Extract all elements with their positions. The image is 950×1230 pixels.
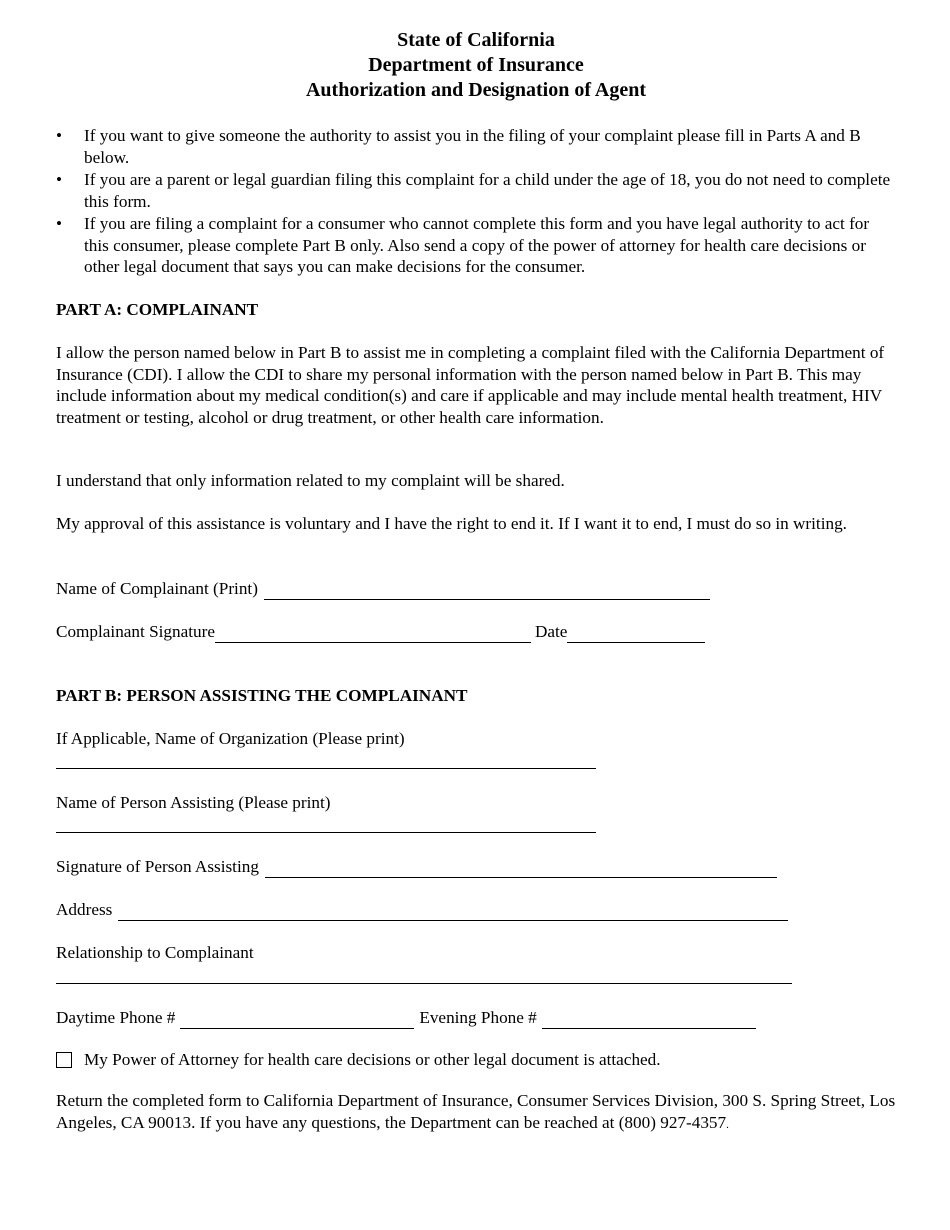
organization-name-field[interactable] (56, 768, 596, 769)
complainant-date-field[interactable] (567, 626, 705, 643)
poa-attached-checkbox[interactable] (56, 1052, 72, 1068)
part-a-voluntary-text: My approval of this assistance is voluntary and I have the right to end it. If I want it to end, I must do so in writing. (56, 514, 847, 533)
assistant-signature-field[interactable] (265, 861, 777, 878)
organization-name-label: If Applicable, Name of Organization (Please print) (56, 729, 405, 748)
form-header (56, 28, 896, 103)
evening-phone-label: Evening Phone # (419, 1008, 537, 1027)
header-form-title: Authorization and Designation of Agent (305, 79, 647, 101)
list-item: • If you are filing a complaint for a consumer who cannot complete this form and you have legal authority to act for this consumer, please complete Part B only. Also send a copy of the power of attorney for health care decisions or other legal document that says you can make decisions for the consumer. (56, 214, 870, 276)
part-b-heading: PART B: PERSON ASSISTING THE COMPLAINANT (56, 686, 468, 705)
poa-row (56, 1049, 661, 1071)
assistant-signature-label: Signature of Person Assisting (56, 857, 259, 876)
part-a-heading: PART A: COMPLAINANT (56, 300, 259, 319)
list-item: • If you want to give someone the authority to assist you in the filing of your complaint please fill in Parts A and B below. (56, 126, 861, 167)
complainant-name-row (56, 578, 710, 600)
address-field[interactable] (118, 904, 788, 921)
complainant-name-field[interactable] (264, 583, 710, 600)
person-assisting-name-label: Name of Person Assisting (Please print) (56, 793, 331, 812)
complainant-name-label: Name of Complainant (Print) (56, 579, 258, 598)
return-instructions: Return the completed form to California Department of Insurance, Consumer Services Division, 300 S. Spring Street, Los Angeles, CA 90013. If you have any questions, the Department can be reached at (800) 927-4357. (56, 1091, 896, 1132)
relationship-field[interactable] (56, 983, 792, 984)
address-row (56, 899, 788, 921)
daytime-phone-field[interactable] (180, 1012, 414, 1029)
complainant-date-label: Date (534, 622, 568, 641)
relationship-label: Relationship to Complainant (56, 943, 254, 962)
bullet-icon: • (56, 126, 63, 145)
daytime-phone-label: Daytime Phone # (56, 1008, 176, 1027)
complainant-signature-label: Complainant Signature (56, 622, 215, 641)
person-assisting-name-field[interactable] (56, 832, 596, 833)
address-label: Address (56, 900, 113, 919)
part-a-shared-info-text: I understand that only information related to my complaint will be shared. (56, 471, 565, 490)
bullet-icon: • (56, 214, 63, 233)
header-department: Department of Insurance (368, 54, 584, 76)
assistant-signature-row (56, 856, 777, 878)
bullet-icon: • (56, 170, 63, 189)
poa-attached-label: My Power of Attorney for health care decisions or other legal document is attached. (84, 1050, 661, 1069)
part-a-authorization-text: I allow the person named below in Part B to assist me in completing a complaint filed with the California Department of Insurance (CDI). I allow the CDI to share my personal information with the person named below in Part B. This may include information about my medical condition(s) and care if applicable and may include mental health treatment, HIV treatment or testing, alcohol or drug treatment, or other health care information. (56, 343, 885, 427)
instructions-list (56, 125, 896, 279)
complainant-signature-row (56, 621, 705, 643)
phone-row (56, 1007, 756, 1029)
list-item: • If you are a parent or legal guardian filing this complaint for a child under the age of 18, you do not need to complete this form. (56, 170, 891, 211)
form-page (56, 28, 896, 1132)
header-state: State of California (397, 29, 555, 51)
complainant-signature-field[interactable] (215, 626, 531, 643)
evening-phone-field[interactable] (542, 1012, 756, 1029)
return-trailing-period: . (726, 1118, 729, 1131)
